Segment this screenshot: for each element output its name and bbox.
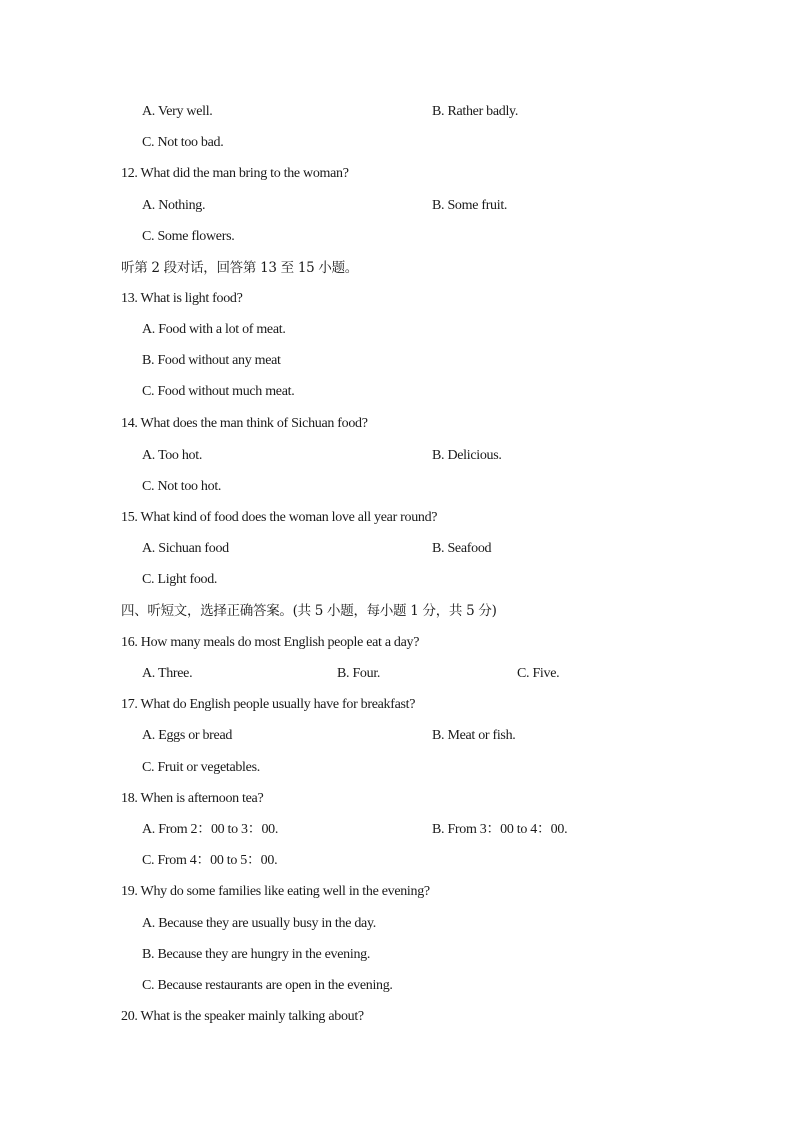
q15-option-b: B. Seafood: [432, 541, 492, 556]
q12-option-a: A. Nothing.: [142, 198, 206, 213]
q19-option-c: C. Because restaurants are open in the evening.: [142, 978, 393, 993]
q18-option-a: A. From 2：00 to 3：00.: [142, 822, 279, 837]
q14-option-a: A. Too hot.: [142, 448, 203, 463]
q16-option-c: C. Five.: [517, 666, 560, 681]
q14-stem: 14. What does the man think of Sichuan food?: [121, 416, 368, 431]
q16-stem: 16. How many meals do most English people eat a day?: [121, 635, 420, 650]
q19-stem: 19. Why do some families like eating well in the evening?: [121, 884, 430, 899]
q14-option-c: C. Not too hot.: [142, 479, 222, 494]
dialog2-heading: 听第 2 段对话，回答第 13 至 15 小题。: [121, 260, 358, 276]
q13-option-c: C. Food without much meat.: [142, 384, 295, 399]
q20-stem: 20. What is the speaker mainly talking about?: [121, 1009, 364, 1024]
q15-stem: 15. What kind of food does the woman love all year round?: [121, 510, 438, 525]
q19-option-b: B. Because they are hungry in the evening.: [142, 947, 371, 962]
q18-stem: 18. When is afternoon tea?: [121, 791, 264, 806]
q17-option-b: B. Meat or fish.: [432, 728, 516, 743]
q18-option-c: C. From 4：00 to 5：00.: [142, 853, 278, 868]
q16-option-b: B. Four.: [337, 666, 381, 681]
q13-option-b: B. Food without any meat: [142, 353, 281, 368]
q12-option-b: B. Some fruit.: [432, 198, 508, 213]
q18-option-b: B. From 3：00 to 4：00.: [432, 822, 568, 837]
q14-option-b: B. Delicious.: [432, 448, 502, 463]
q17-option-a: A. Eggs or bread: [142, 728, 233, 743]
q13-stem: 13. What is light food?: [121, 291, 243, 306]
q11-option-a: A. Very well.: [142, 104, 213, 119]
q15-option-c: C. Light food.: [142, 572, 218, 587]
q12-stem: 12. What did the man bring to the woman?: [121, 166, 349, 181]
q11-option-c: C. Not too bad.: [142, 135, 224, 150]
section4-heading: 四、听短文，选择正确答案。(共 5 小题，每小题 1 分，共 5 分): [121, 603, 497, 619]
q16-option-a: A. Three.: [142, 666, 193, 681]
q19-option-a: A. Because they are usually busy in the day.: [142, 916, 376, 931]
q15-option-a: A. Sichuan food: [142, 541, 229, 556]
q11-option-b: B. Rather badly.: [432, 104, 519, 119]
q13-option-a: A. Food with a lot of meat.: [142, 322, 286, 337]
q12-option-c: C. Some flowers.: [142, 229, 235, 244]
q17-stem: 17. What do English people usually have for breakfast?: [121, 697, 416, 712]
q17-option-c: C. Fruit or vegetables.: [142, 760, 260, 775]
